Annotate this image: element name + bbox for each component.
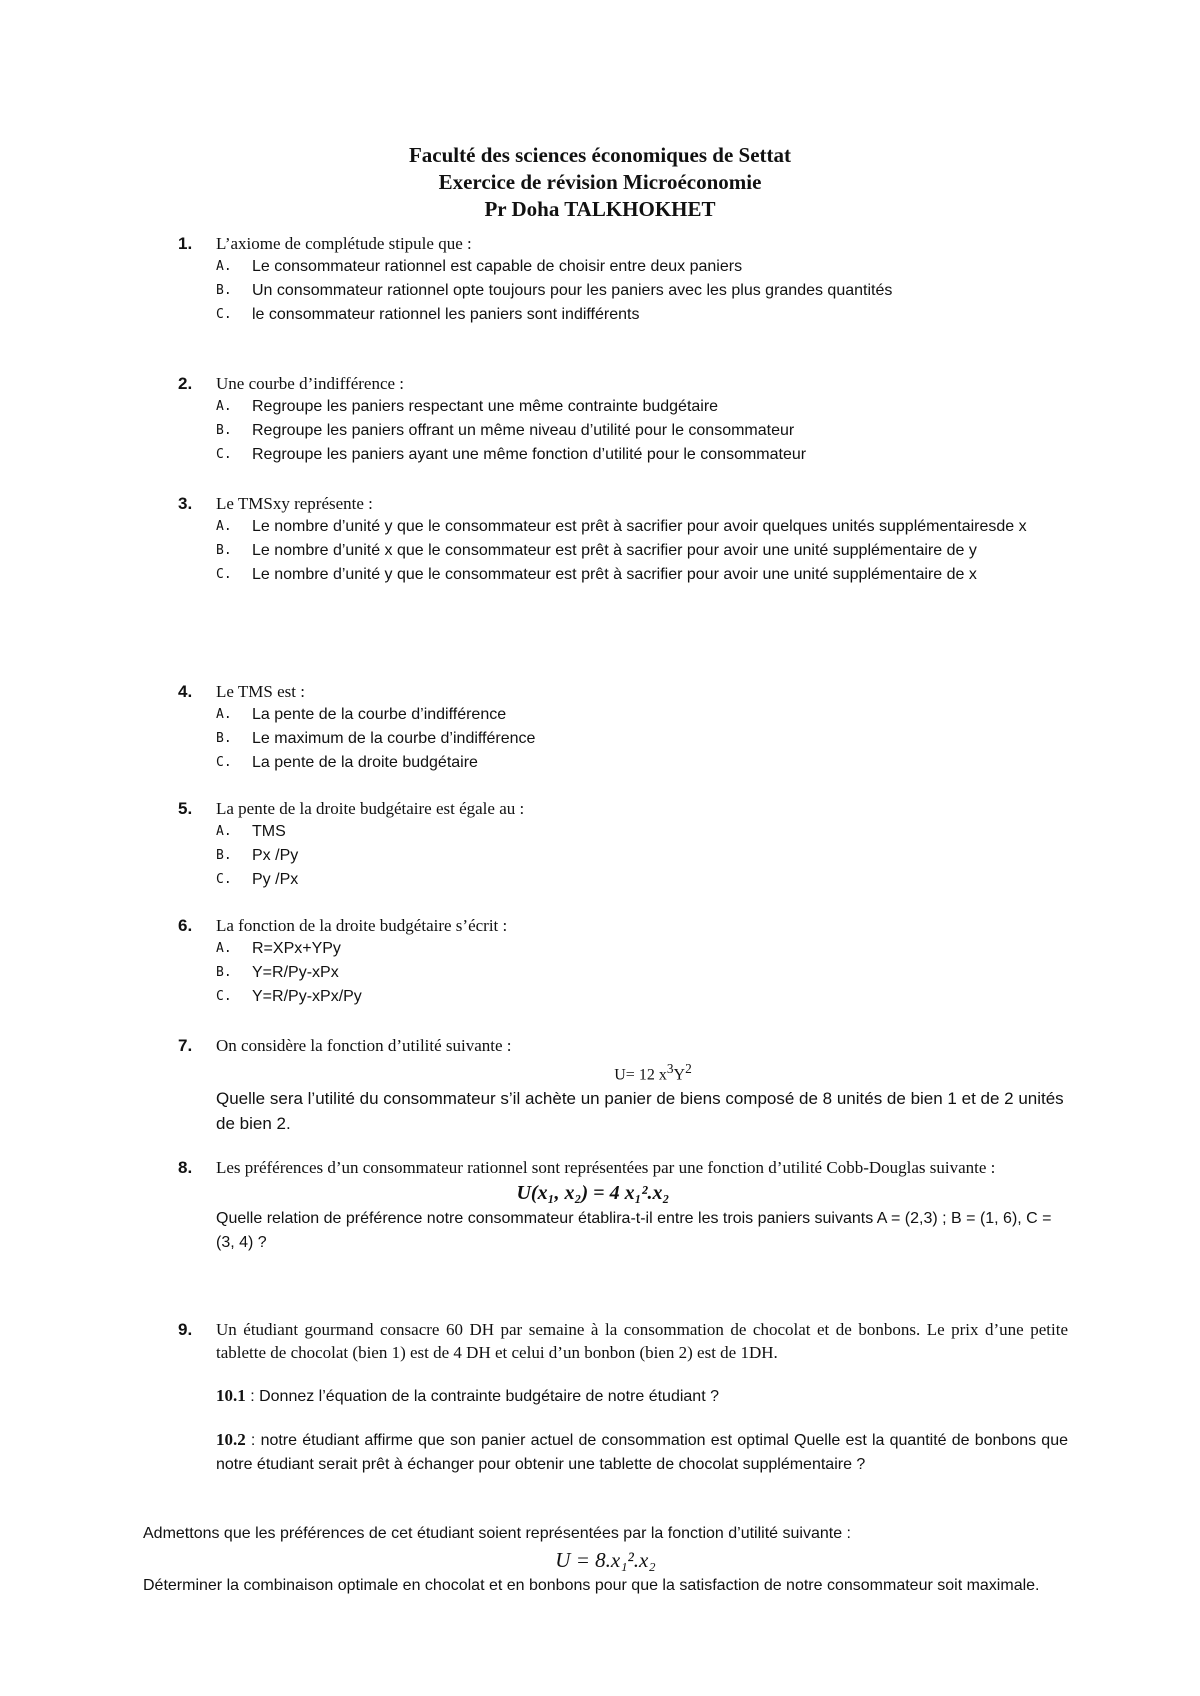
final-utility-formula: U = 8.x₁².x₂ (555, 1548, 656, 1572)
question-5 (178, 797, 1068, 892)
question-number: 5. (178, 799, 193, 818)
cobb-douglas-formula: U(x₁, x₂) = 4 x₁².x₂ (516, 1182, 670, 1204)
question-stem: Les préférences d’un consommateur rationnel sont représentées par une fonction d’utilité Cobb-Douglas suivante : (216, 1158, 996, 1177)
conclusion-text: Déterminer la combinaison optimale en chocolat et en bonbons pour que la satisfaction de notre consommateur soit maximale. (143, 1577, 1040, 1594)
option-c: C. Le nombre d’unité y que le consommateur est prêt à sacrifier pour avoir une unité supplémentaire de x (216, 566, 977, 583)
question-stem: On considère la fonction d’utilité suivante : (216, 1036, 512, 1055)
question-number: 3. (178, 494, 193, 513)
sub-question-10-2: 10.2 : notre étudiant affirme que son panier actuel de consommation est optimal Quelle est la quantité de bonbons que notre étudiant serait prêt à échanger pour obtenir une tablette de chocolat supplémentaire ? (216, 1430, 1068, 1473)
option-c: C. La pente de la droite budgétaire (216, 754, 478, 771)
option-c: C. Py /Px (216, 871, 299, 888)
option-c: C. le consommateur rationnel les paniers sont indifférents (216, 306, 640, 323)
options-list (216, 937, 1068, 1009)
options-list (216, 820, 1068, 892)
option-c: C. Y=R/Py-xPx/Py (216, 988, 362, 1005)
options-list (216, 255, 1068, 327)
option-b: B. Le nombre d’unité x que le consommateur est prêt à sacrifier pour avoir une unité supplémentaire de y (216, 542, 977, 559)
question-number: 7. (178, 1036, 193, 1055)
sub-question-10-1: 10.1 : Donnez l’équation de la contrainte budgétaire de notre étudiant ? (216, 1386, 719, 1405)
question-number: 6. (178, 916, 193, 935)
utility-formula: U= 12 $x^3Y^2$ (614, 1061, 692, 1084)
question-number: 9. (178, 1320, 193, 1339)
question-text: Un étudiant gourmand consacre 60 DH par semaine à la consommation de chocolat et de bonbons. Le prix d’une petite tablette de chocolat (bien 1) est de 4 DH et celui d’un bonbon (bien 2) est de 1DH. (216, 1320, 1068, 1362)
option-b: B. Y=R/Py-xPx (216, 964, 339, 981)
question-number: 2. (178, 374, 193, 393)
option-b: B. Regroupe les paniers offrant un même niveau d’utilité pour le consommateur (216, 422, 795, 439)
question-3 (178, 492, 1068, 587)
question-number: 1. (178, 234, 193, 253)
intro-text: Admettons que les préférences de cet étudiant soient représentées par la fonction d’utilité suivante : (143, 1525, 851, 1542)
option-a: A. Regroupe les paniers respectant une même contrainte budgétaire (216, 398, 719, 415)
option-a: A. TMS (216, 823, 286, 840)
question-2 (178, 372, 1068, 467)
document-header (0, 142, 1200, 223)
question-6 (178, 914, 1068, 1009)
option-a: A. R=XPx+YPy (216, 940, 341, 957)
question-stem: La fonction de la droite budgétaire s’écrit : (216, 916, 508, 935)
question-1 (178, 232, 1068, 327)
question-7 (178, 1034, 1068, 1136)
option-b: B. Le maximum de la courbe d’indifférence (216, 730, 536, 747)
option-a: A. Le consommateur rationnel est capable de choisir entre deux paniers (216, 258, 743, 275)
question-8 (178, 1156, 1068, 1255)
professor-name: Pr Doha TALKHOKHET (484, 197, 716, 221)
options-list (216, 395, 1068, 467)
option-c: C. Regroupe les paniers ayant une même fonction d’utilité pour le consommateur (216, 446, 807, 463)
option-b: B. Px /Py (216, 847, 299, 864)
question-text: Quelle sera l’utilité du consommateur s’il achète un panier de biens composé de 8 unités de bien 1 et de 2 unités de bien 2. (216, 1089, 1064, 1134)
option-a: A. Le nombre d’unité y que le consommateur est prêt à sacrifier pour avoir quelques unités supplémentairesde x (216, 518, 1027, 535)
final-instructions (143, 1522, 1068, 1598)
question-9 (178, 1318, 1068, 1477)
option-b: B. Un consommateur rationnel opte toujours pour les paniers avec les plus grandes quantités (216, 282, 893, 299)
option-a: A. La pente de la courbe d’indifférence (216, 706, 507, 723)
options-list (216, 703, 1068, 775)
options-list (216, 515, 1068, 587)
faculty-title: Faculté des sciences économiques de Settat (408, 143, 792, 167)
question-stem: Une courbe d’indifférence : (216, 374, 405, 393)
question-number: 4. (178, 682, 193, 701)
exercise-title: Exercice de révision Microéconomie (438, 170, 762, 194)
question-stem: Le TMS est : (216, 682, 305, 701)
question-stem: La pente de la droite budgétaire est égale au : (216, 799, 525, 818)
question-4 (178, 680, 1068, 775)
question-text: Quelle relation de préférence notre consommateur établira-t-il entre les trois paniers suivants A = (2,3) ; B = (1, 6), C = (3, 4) ? (216, 1210, 1052, 1251)
question-stem: L’axiome de complétude stipule que : (216, 234, 472, 253)
question-stem: Le TMSxy représente : (216, 494, 373, 513)
question-number: 8. (178, 1158, 193, 1177)
